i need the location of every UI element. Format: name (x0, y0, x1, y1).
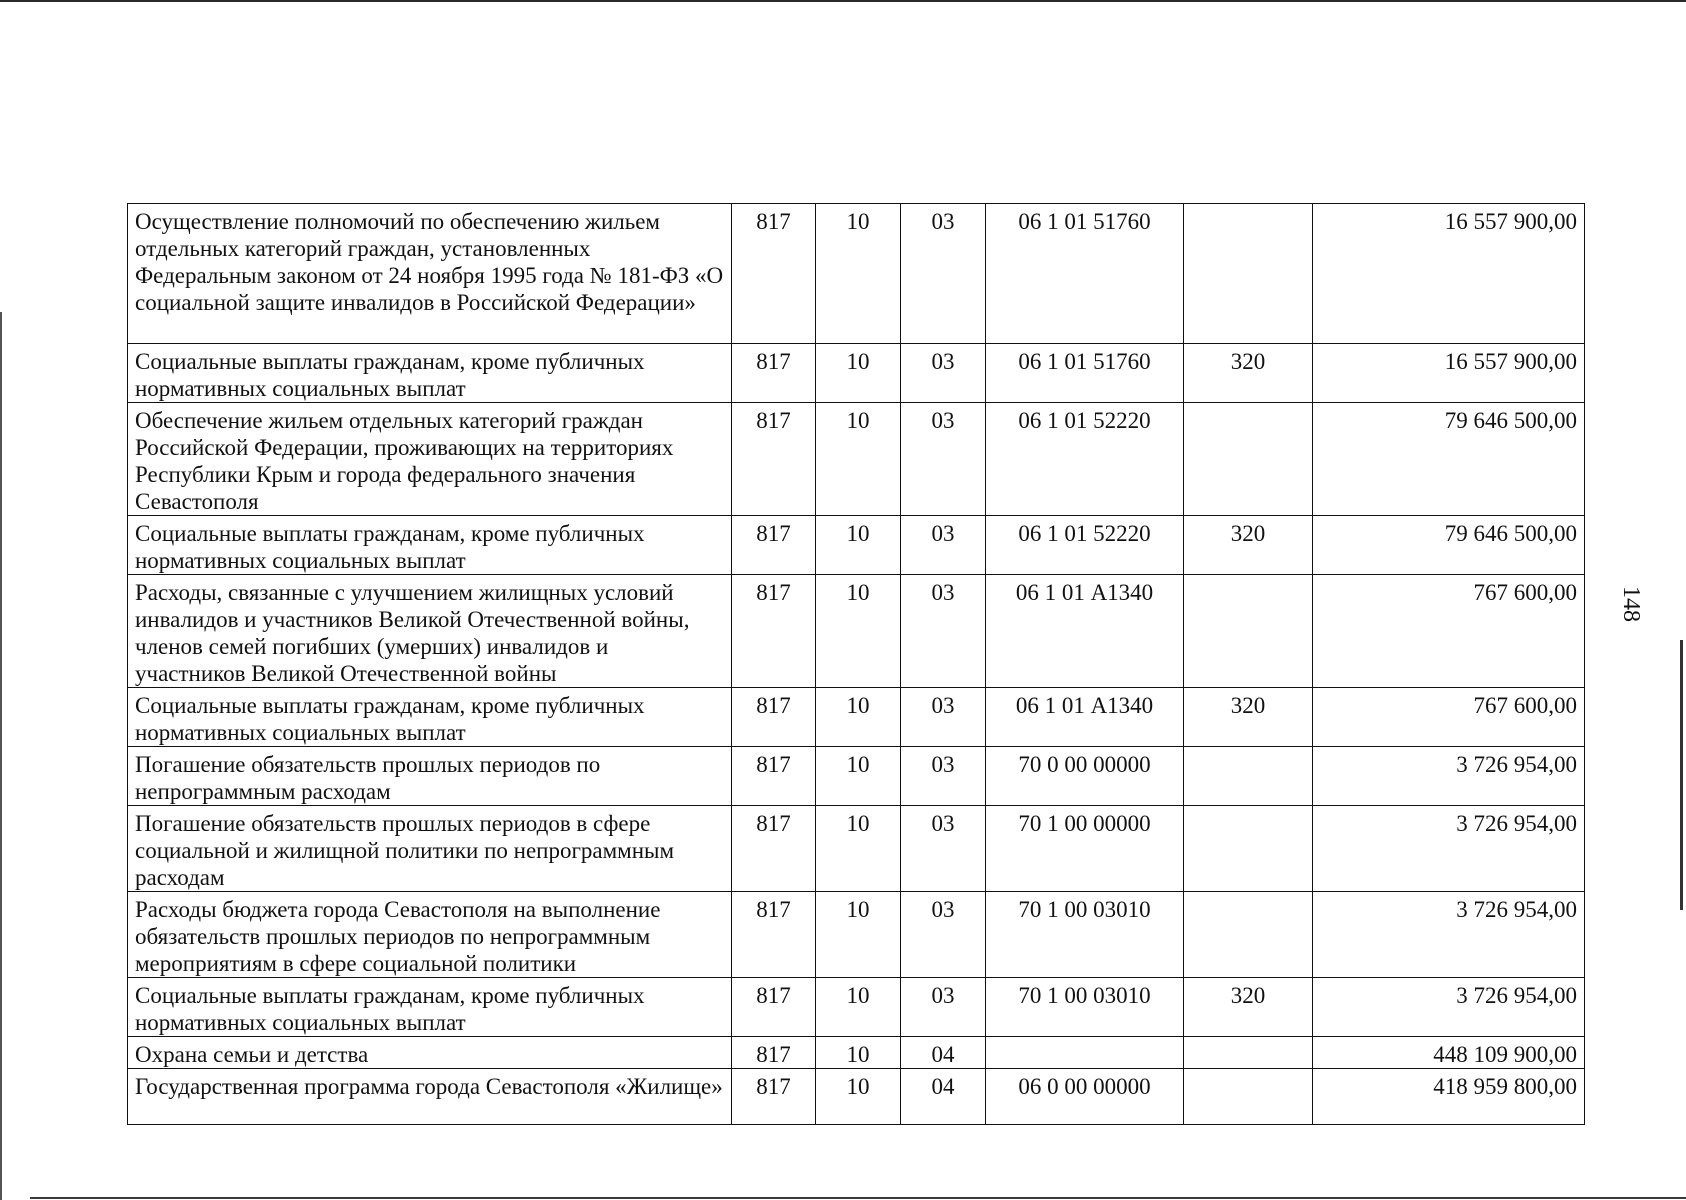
expense-type-cell: 320 (1184, 688, 1313, 747)
table-row (128, 204, 1585, 344)
budget-table-body (128, 204, 1585, 1125)
expense-type-cell (1184, 204, 1313, 344)
ministry-code-cell: 817 (732, 688, 816, 747)
table-row (128, 978, 1585, 1037)
expense-type-cell (1184, 806, 1313, 892)
subsection-code-cell: 03 (901, 204, 986, 344)
scan-border-left (0, 312, 2, 1200)
expense-type-cell: 320 (1184, 344, 1313, 403)
target-article-cell (986, 1037, 1184, 1069)
amount-cell: 418 959 800,00 (1313, 1069, 1585, 1125)
expense-name-cell: Осуществление полномочий по обеспечению жильем отдельных категорий граждан, установленных Федеральным законом от 24 ноября 1995 года № 181-ФЗ «О социальной защите инвалидов в Российской Федерации» (128, 204, 732, 344)
ministry-code-cell: 817 (732, 575, 816, 688)
section-code-cell: 10 (816, 403, 901, 516)
table-row (128, 806, 1585, 892)
amount-cell: 16 557 900,00 (1313, 204, 1585, 344)
expense-type-cell (1184, 747, 1313, 806)
ministry-code-cell: 817 (732, 344, 816, 403)
ministry-code-cell: 817 (732, 747, 816, 806)
subsection-code-cell: 03 (901, 344, 986, 403)
section-code-cell: 10 (816, 978, 901, 1037)
section-code-cell: 10 (816, 344, 901, 403)
amount-cell: 3 726 954,00 (1313, 892, 1585, 978)
expense-name-cell: Расходы, связанные с улучшением жилищных условий инвалидов и участников Великой Отечественной войны, членов семей погибших (умерших) инвалидов и участников Великой Отечественной войны (128, 575, 732, 688)
scan-border-right (1680, 640, 1683, 910)
ministry-code-cell: 817 (732, 1037, 816, 1069)
amount-cell: 3 726 954,00 (1313, 806, 1585, 892)
expense-name-cell: Социальные выплаты гражданам, кроме публичных нормативных социальных выплат (128, 978, 732, 1037)
subsection-code-cell: 03 (901, 516, 986, 575)
target-article-cell: 70 0 00 00000 (986, 747, 1184, 806)
subsection-code-cell: 03 (901, 892, 986, 978)
target-article-cell: 70 1 00 03010 (986, 892, 1184, 978)
expense-type-cell: 320 (1184, 516, 1313, 575)
subsection-code-cell: 04 (901, 1069, 986, 1125)
section-code-cell: 10 (816, 688, 901, 747)
target-article-cell: 06 1 01 51760 (986, 344, 1184, 403)
section-code-cell: 10 (816, 1069, 901, 1125)
subsection-code-cell: 03 (901, 806, 986, 892)
ministry-code-cell: 817 (732, 516, 816, 575)
target-article-cell: 06 1 01 А1340 (986, 575, 1184, 688)
ministry-code-cell: 817 (732, 1069, 816, 1125)
subsection-code-cell: 03 (901, 978, 986, 1037)
target-article-cell: 06 0 00 00000 (986, 1069, 1184, 1125)
section-code-cell: 10 (816, 806, 901, 892)
ministry-code-cell: 817 (732, 806, 816, 892)
table-row (128, 516, 1585, 575)
expense-name-cell: Охрана семьи и детства (128, 1037, 732, 1069)
table-row (128, 1037, 1585, 1069)
table-row (128, 892, 1585, 978)
expense-name-cell: Государственная программа города Севастополя «Жилище» (128, 1069, 732, 1125)
expense-name-cell: Социальные выплаты гражданам, кроме публичных нормативных социальных выплат (128, 516, 732, 575)
section-code-cell: 10 (816, 892, 901, 978)
scan-border-top (0, 0, 1686, 2)
table-row (128, 344, 1585, 403)
table-row (128, 575, 1585, 688)
expense-type-cell (1184, 403, 1313, 516)
subsection-code-cell: 03 (901, 688, 986, 747)
section-code-cell: 10 (816, 575, 901, 688)
amount-cell: 79 646 500,00 (1313, 516, 1585, 575)
subsection-code-cell: 03 (901, 575, 986, 688)
section-code-cell: 10 (816, 1037, 901, 1069)
target-article-cell: 06 1 01 51760 (986, 204, 1184, 344)
amount-cell: 16 557 900,00 (1313, 344, 1585, 403)
expense-type-cell (1184, 1037, 1313, 1069)
table-row (128, 403, 1585, 516)
ministry-code-cell: 817 (732, 978, 816, 1037)
expense-type-cell (1184, 575, 1313, 688)
expense-name-cell: Расходы бюджета города Севастополя на выполнение обязательств прошлых периодов по непрограммным мероприятиям в сфере социальной политики (128, 892, 732, 978)
amount-cell: 767 600,00 (1313, 688, 1585, 747)
expense-name-cell: Погашение обязательств прошлых периодов по непрограммным расходам (128, 747, 732, 806)
target-article-cell: 06 1 01 52220 (986, 516, 1184, 575)
expense-type-cell (1184, 892, 1313, 978)
expense-type-cell: 320 (1184, 978, 1313, 1037)
amount-cell: 3 726 954,00 (1313, 747, 1585, 806)
amount-cell: 3 726 954,00 (1313, 978, 1585, 1037)
target-article-cell: 70 1 00 03010 (986, 978, 1184, 1037)
expense-name-cell: Социальные выплаты гражданам, кроме публичных нормативных социальных выплат (128, 344, 732, 403)
amount-cell: 767 600,00 (1313, 575, 1585, 688)
page-number: 148 (1618, 586, 1644, 622)
table-row (128, 1069, 1585, 1125)
section-code-cell: 10 (816, 516, 901, 575)
section-code-cell: 10 (816, 204, 901, 344)
expense-name-cell: Погашение обязательств прошлых периодов в сфере социальной и жилищной политики по непрограммным расходам (128, 806, 732, 892)
target-article-cell: 06 1 01 52220 (986, 403, 1184, 516)
table-row (128, 688, 1585, 747)
ministry-code-cell: 817 (732, 204, 816, 344)
expense-name-cell: Социальные выплаты гражданам, кроме публичных нормативных социальных выплат (128, 688, 732, 747)
target-article-cell: 06 1 01 А1340 (986, 688, 1184, 747)
section-code-cell: 10 (816, 747, 901, 806)
expense-type-cell (1184, 1069, 1313, 1125)
subsection-code-cell: 03 (901, 747, 986, 806)
amount-cell: 79 646 500,00 (1313, 403, 1585, 516)
expense-name-cell: Обеспечение жильем отдельных категорий граждан Российской Федерации, проживающих на территориях Республики Крым и города федерального значения Севастополя (128, 403, 732, 516)
subsection-code-cell: 04 (901, 1037, 986, 1069)
target-article-cell: 70 1 00 00000 (986, 806, 1184, 892)
ministry-code-cell: 817 (732, 892, 816, 978)
ministry-code-cell: 817 (732, 403, 816, 516)
budget-table (127, 203, 1585, 1125)
table-row (128, 747, 1585, 806)
scan-border-bottom (30, 1197, 1686, 1199)
amount-cell: 448 109 900,00 (1313, 1037, 1585, 1069)
subsection-code-cell: 03 (901, 403, 986, 516)
